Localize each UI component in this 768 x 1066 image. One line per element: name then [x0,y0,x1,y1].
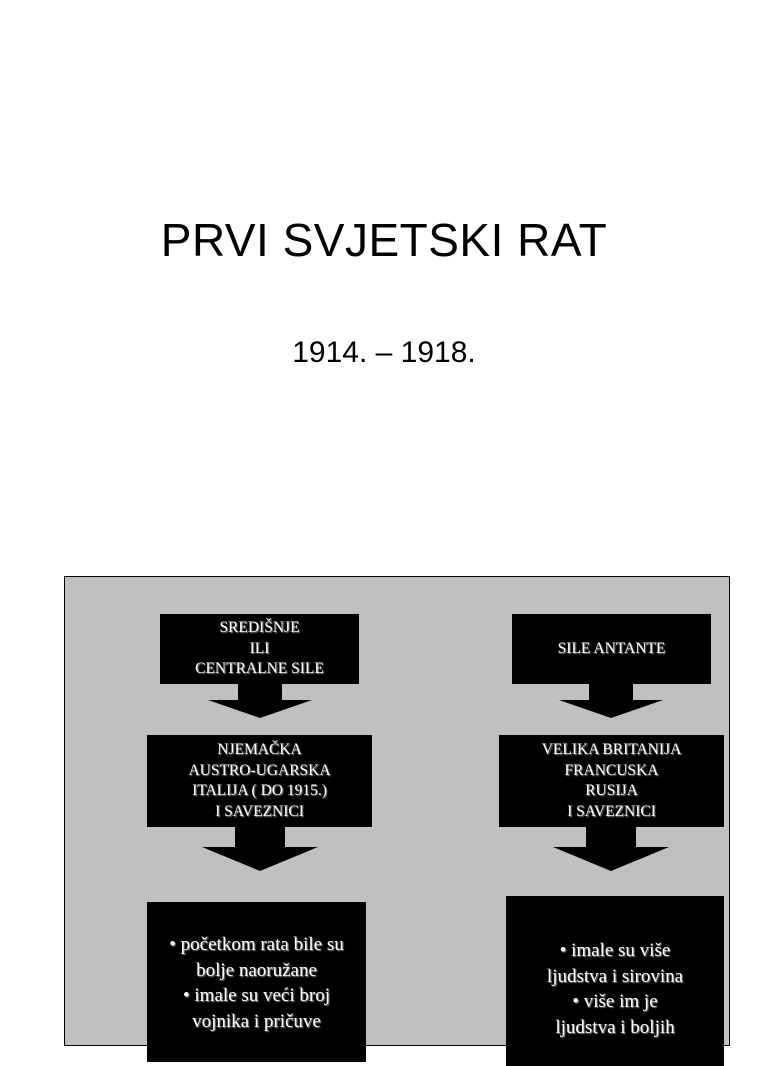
member-line: RUSIJA [585,782,638,799]
note-line: ljudstva i sirovina [546,965,684,987]
note-line: • imale su više [559,940,671,961]
note-line: vojnika i pričuve [192,1010,321,1032]
header-line: ILI [249,639,270,657]
header-line: CENTRALNE SILE [195,660,324,678]
down-arrow-icon [553,827,669,871]
entente-members-box [499,735,724,827]
central-powers-members-box [147,735,372,827]
central-powers-header-box [160,614,359,684]
header-line: SREDIŠNJE [219,619,300,637]
member-line: AUSTRO-UGARSKA [188,761,331,779]
member-line: I SAVEZNICI [567,802,656,820]
member-line: NJEMAČKA [217,741,302,758]
note-line: • više im je [572,991,658,1012]
central-powers-notes-box [147,902,366,1062]
member-line: ITALIJA ( DO 1915.) [192,782,327,799]
entente-header-box [512,614,711,684]
alliances-diagram [64,576,730,1046]
header-line: SILE ANTANTE [557,639,666,657]
note-line: ljudstva i boljih [555,1016,675,1038]
entente-notes-box [506,896,724,1066]
down-arrow-icon [202,827,318,871]
note-line: • početkom rata bile su [169,934,344,955]
member-line: FRANCUSKA [564,761,659,779]
member-line: VELIKA BRITANIJA [541,741,682,758]
down-arrow-icon [559,684,663,718]
page-title: PRVI SVJETSKI RAT [160,214,608,266]
note-line: • imale su veći broj [183,985,330,1006]
page-subtitle: 1914. – 1918. [292,336,476,369]
member-line: I SAVEZNICI [215,802,304,820]
note-line: bolje naoružane [196,959,317,981]
down-arrow-icon [208,684,312,718]
